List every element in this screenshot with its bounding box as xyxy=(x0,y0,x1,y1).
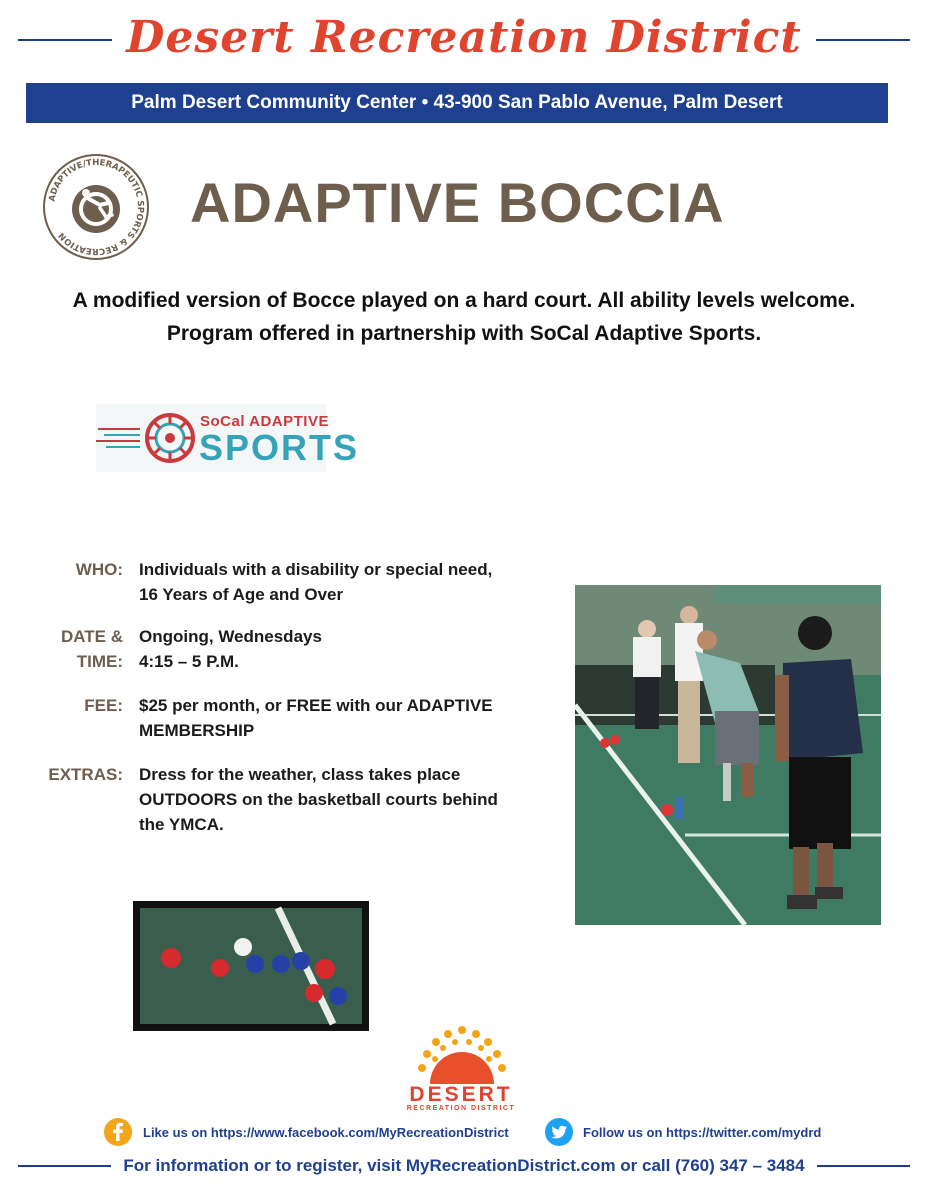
extras-line-2: OUTDOORS on the basketball courts behind xyxy=(139,790,498,809)
extras-line-1: Dress for the weather, class takes place xyxy=(139,765,461,784)
date-line-2: 4:15 – 5 P.M. xyxy=(139,652,239,671)
fee-line-1: $25 per month, or FREE with our ADAPTIVE xyxy=(139,696,493,715)
twitter-link[interactable]: Follow us on https://twitter.com/mydrd xyxy=(583,1125,822,1140)
players-photo xyxy=(575,585,881,925)
date-label-2: TIME: xyxy=(76,652,123,671)
socal-logo-top-text: SoCal ADAPTIVE xyxy=(200,413,329,430)
organization-title: Desert Recreation District xyxy=(112,12,815,63)
footer-info xyxy=(0,1154,928,1178)
fee-line-2: MEMBERSHIP xyxy=(139,721,255,740)
program-title: ADAPTIVE BOCCIA xyxy=(190,171,725,234)
adaptive-sports-logo xyxy=(42,153,150,261)
extras-line-3: the YMCA. xyxy=(139,815,224,834)
page-header xyxy=(0,8,928,68)
footer-info-text: For information or to register, visit MyRecreationDistrict.com or call (760) 347 – 3484 xyxy=(111,1156,816,1175)
date-label-1: DATE & xyxy=(60,627,123,646)
address-bar: Palm Desert Community Center • 43-900 San Pablo Avenue, Palm Desert xyxy=(26,83,888,123)
facebook-icon[interactable] xyxy=(104,1118,132,1146)
sun-logo-icon xyxy=(414,1022,510,1086)
boccia-balls-photo xyxy=(133,901,369,1031)
program-description: A modified version of Bocce played on a hard court. All ability levels welcome. Program offered in partnership with SoCal Adaptive Sports. xyxy=(72,289,856,345)
extras-label: EXTRAS: xyxy=(48,765,123,784)
who-line-2: 16 Years of Age and Over xyxy=(139,585,344,604)
desert-logo-text: DESERT xyxy=(409,1083,513,1106)
fee-label: FEE: xyxy=(84,696,123,715)
twitter-icon[interactable] xyxy=(545,1118,573,1146)
date-line-1: Ongoing, Wednesdays xyxy=(139,627,322,646)
socal-logo-bottom-text: SPORTS xyxy=(199,427,360,468)
facebook-link[interactable]: Like us on https://www.facebook.com/MyRecreationDistrict xyxy=(143,1125,509,1140)
ats-ring-text: ADAPTIVE/THERAPEUTIC SPORTS & RECREATION xyxy=(47,157,146,257)
desert-logo-subtext: RECREATION DISTRICT xyxy=(406,1105,516,1112)
who-label: WHO: xyxy=(75,560,123,579)
who-line-1: Individuals with a disability or special need, xyxy=(139,560,493,579)
